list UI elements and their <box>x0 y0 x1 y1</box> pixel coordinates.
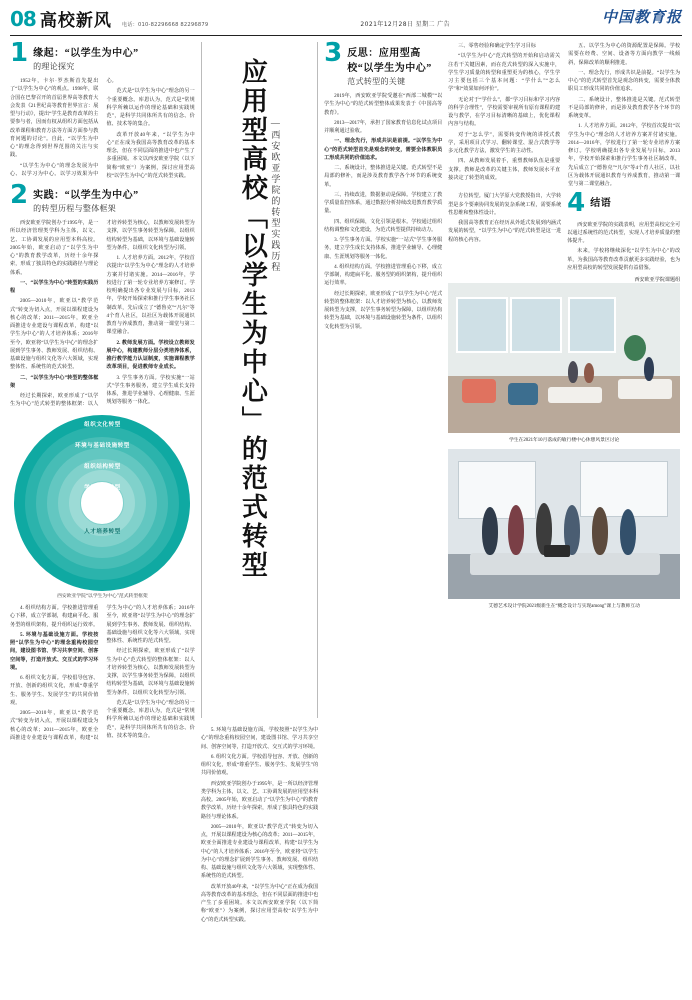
right-column-1 <box>324 38 443 994</box>
paper-name: 中国教育报 <box>601 8 682 26</box>
section3-text-cont <box>448 42 680 188</box>
ring-label-6: 人才培养转型 <box>84 528 121 535</box>
paragraph: 方位转型。厦门大学原大党教授指出，大学转型是多个要素协同发展的复杂系统工程，需要系统性思维和整体性设计。 <box>448 193 562 216</box>
right-column-2 <box>448 42 680 994</box>
section-heading-3 <box>324 38 442 87</box>
paragraph: 经过长期探索，欧亚形成了“以学生为中心”范式转型的整体框架：以人才培养转型为核心，以教师发展转型为支撑，以学生事务转型为保障，以组织结构转型为基础，以环境与基础设施转型为条件，以组织文化转型为引领。 <box>106 648 195 696</box>
section-heading-1 <box>10 38 195 72</box>
headline-sub: —西安欧亚学院的转型实践历程 <box>270 118 281 273</box>
paragraph: 经过长期探索，欧亚形成了“以学生为中心”范式转型的整体框架：以人才培养转型为核心，以教师发展转型为支撑，以学生事务转型为保障，以组织结构转型为基础，以环境与基础设施转型为条件，以组织文化转型为引领。 <box>324 290 443 330</box>
paragraph: 5. 环境与基础设施方面。学校按照“以学生为中心”的理念重构校园空间，建设图书馆、学习共享空间、创客空间等，打造开放式、交互式的学习环境。 <box>200 727 319 750</box>
section-heading-4 <box>567 188 680 219</box>
paragraph: 四、从教师发展着手，重塑教师队伍是重要支撑。教师是改革的关键主体，教师发展水平直接决定了转型的成效。 <box>448 158 561 181</box>
paragraph: 1. 人才培养方面。2012年，学校首次提出“以学生为中心”理念的人才培养方案并付诸实施。2014—2016年，学校进行了第一轮专业培养方案修订。学校明确提出各专业发展与目标，2013年，学校开始探索和推行学生事务社区制改革，先后成立了“德鲁克”“凡尔”等4个育人社区，以社区为载体开展通识教育与养成教育，推动第一课堂与第二课堂融合。 <box>568 123 681 187</box>
paragraph: 3. 学生事务方面。学校实施“一站式”学生事务服务，建立学生成长支持体系，推进学业辅导、心理健康、生涯规划等服务一体化。 <box>324 237 443 260</box>
paragraph: 五、以学生为中心的资源配置是保障。学校需要在经费、空间、设备等方面向教学一线倾斜，保障改革的顺利推进。 <box>568 43 681 66</box>
article-signature: 西安欧亚学院课题组 <box>634 277 681 284</box>
section2-text-cont <box>10 604 195 742</box>
conclusion-text <box>567 221 680 273</box>
ring-label-2: 环境与基础设施转型 <box>75 442 130 449</box>
paragraph: 三、零售经验和确定学生学习目标 <box>458 43 537 49</box>
headline-main: 应用型高校「以学生为中心」的范式转型 <box>237 58 268 580</box>
ring-label-5: 教师发展转型 <box>84 505 121 512</box>
center-text <box>201 726 318 924</box>
donut-diagram <box>14 415 190 591</box>
section2-text <box>10 219 195 409</box>
paragraph: 经过长期探索，欧亚形成了“以学生为中心”范式转型的整体框架：以人才培养转型为核心，以教师发展转型为支撑，以学生事务转型为保障，以组织结构转型为基础，以环境与基础设施转型为条件，以组织文化转型为引领。 <box>10 220 195 408</box>
section-subtitle-3: 范式转型的关键 <box>347 77 406 86</box>
section-heading-2 <box>10 180 195 214</box>
paragraph-subhead: 2. 教师发展方面。学校设立教师发展中心，构建教师分层分类培养体系，推行教学能力认证制度，实施课程教学改革项目，促进教师专业成长。 <box>106 339 195 371</box>
paragraph: 改革开放40年来，“以学生为中心”正在成为我国高等教育改革的基本理念，但在不同层面的推进中也产生了多重困境。本文以西安欧亚学院（以下简称“欧亚”）为案例，探讨应用型高校“以学生为中心”的范式转型实践。 <box>200 883 319 923</box>
page-body <box>10 38 682 994</box>
headline-block <box>201 42 318 718</box>
center-column <box>201 42 318 994</box>
transformation-framework-figure <box>10 415 195 601</box>
photo-scene <box>448 449 680 599</box>
paragraph: 西安欧亚学院创办于1995年，是一所以经济管理类学科为主体，以文、艺、工协调发展的应用型本科高校。2005年始，欧亚启动了“以学生为中心”的教育教学改革，历经十余年探索，形成了独具特色的实践路径与理论体系。 <box>10 220 99 276</box>
right-block <box>324 38 682 994</box>
paragraph-subhead: 二、“以学生为中心”转型的整体框架 <box>10 374 99 389</box>
section-title-3: 反思：应用型高校“以学生为中心” <box>347 48 432 74</box>
section1-text <box>10 77 195 180</box>
paragraph: 二、系统设计，整体推进是关键。范式转型不是局部的修补，而是涉及教育教学各个环节的系统变革。 <box>568 96 681 119</box>
masthead-left <box>10 6 208 31</box>
paragraph: 2005—2010年，欧亚以“教学范式”转变为切入点，开展以课程建设为核心的改革；2011—2015年，欧亚全面推进专业建设与课程改革，构建“以学生为中心”的人才培养体系；2016年至今，欧亚将“以学生为中心”的理念扩展到学生事务、教师发展、组织结构、基础设施与组织文化等六大领域，实现整体性、系统性的范式转型。 <box>10 605 195 741</box>
section-number-3: 3 <box>324 38 343 68</box>
paragraph: 范式是“以学生为中心”理念的另一个重要概念。库恩认为，范式是“常规科学所赖以运作的理论基础和实践规范”，是科学共同体所共有的信念、价值、技术等的集合。 <box>106 88 195 128</box>
photo-caption-1: 学生在2021年10月落成的敏行楼中心休憩风景区讨论 <box>509 438 620 444</box>
section-title-1: 缘起：“以学生为中心” <box>33 48 139 59</box>
photo-caption-2: 艾德艺术设计学院2021级新生在“概念设计与实现among”课上与教师互动 <box>488 604 640 610</box>
section-subtitle-1: 的理论探究 <box>33 62 75 71</box>
paragraph: 1952年，卡尔·罗杰斯首先提出了“以学生为中心”的观点。1998年，联合国在巴黎召开的首届世界高等教育大会发表《21世纪高等教育世界宣言：展望与行动》，提出“学生是教育改革的主要参与者，因而有权从组织方面包括从改革课程和教育方法等方面方面参与教育问题的讨论”。自此，“以学生为中心”的理念得到世界范围的关注与实践。 <box>10 78 99 159</box>
section-number-4: 4 <box>567 188 586 219</box>
section-subtitle-2: 的转型历程与整体框架 <box>33 204 117 213</box>
paragraph: 一、理念先行，形成共识是前提。“以学生为中心”的范式转型首先是观念的转变，需要全体教职员工形成共同的价值追求。 <box>568 69 681 93</box>
section-number-2: 2 <box>10 180 29 210</box>
photo-lounge <box>448 283 680 433</box>
paragraph: “以学生为中心”的理念发展为中心、以学习为中心。以学习效果为中心。 <box>10 78 117 177</box>
section-title: 高校新风 <box>39 11 112 31</box>
paragraph: 范式是“以学生为中心”理念的另一个重要概念。库恩认为，范式是“常规科学所赖以运作的理论基础和实践规范”，是科学共同体所共有的信念、价值、技术等的集合。 <box>106 699 195 739</box>
paragraph: 对于“怎么学”，需要转变传统的讲授式教学，采用项目式学习、翻转课堂、混合式教学等多元化教学方法，激发学生的主动性。 <box>448 131 561 154</box>
paragraph: 6. 组织文化方面。学校倡导包容、开放、创新的组织文化，形成“尊重学生、服务学生、发展学生”的共同价值观。 <box>200 753 319 777</box>
paragraph: 2005—2010年，欧亚以“教学范式”转变为切入点，开展以课程建设为核心的改革；2011—2015年，欧亚全面推进专业建设与课程改革，构建“以学生为中心”的人才培养体系；2016年至今，欧亚将“以学生为中心”的理念扩展到学生事务、教师发展、组织结构、基础设施与组织文化等六大领域，实现整体性、系统性的范式转型。 <box>10 298 99 371</box>
contact-info: 电话：010-82296668 82296879 <box>121 22 209 28</box>
section3-text <box>324 92 442 331</box>
photo-scene <box>448 283 680 433</box>
paragraph-subhead: 一、“以学生为中心”转型的实践历程 <box>10 279 99 294</box>
section-title-2: 实践：“以学生为中心” <box>33 190 139 201</box>
masthead <box>10 6 682 36</box>
paragraph: “以学生为中心”范式转型的开始和启动需关注若干关键因素，而在范式转型的深入实施中，学生学习质量的转型和重塑更为的核心，学生学习主要包括三个基本问题：“学什么”“怎么学”和“效果如何评价”。 <box>448 53 561 93</box>
section-number-1: 1 <box>10 38 29 68</box>
paragraph: 未来，学校将继续深化“以学生为中心”的改革，为我国高等教育改革贡献更多实践经验，也为应用型高校的转型发展提供有益借鉴。 <box>567 248 681 271</box>
paragraph: 西安欧亚学院的实践表明，应用型高校完全可以通过系统性的范式转型，实现人才培养质量的整体提升。 <box>567 221 681 245</box>
paragraph: 西安欧亚学院创办于1995年，是一所以经济管理类学科为主体，以文、艺、工协调发展的应用型本科高校。2005年始，欧亚启动了“以学生为中心”的教育教学改革，历经十余年探索，形成了独具特色的实践路径与理论体系。 <box>200 780 319 820</box>
paragraph-subhead: 5. 环境与基础设施方面。学校按照“以学生为中心”的理念重构校园空间，建设图书馆、学习共享空间、创客空间等，打造开放式、交互式的学习环境。 <box>10 631 99 671</box>
paragraph: 2005—2010年，欧亚以“教学范式”转变为切入点，开展以课程建设为核心的改革；2011—2015年，欧亚全面推进专业建设与课程改革，构建“以学生为中心”的人才培养体系；2016年至今，欧亚将“以学生为中心”的理念扩展到学生事务、教师发展、组织结构、基础设施与组织文化等六大领域，实现整体性、系统性的范式转型。 <box>200 823 319 880</box>
paragraph: 三、持续改进，数据驱动是保障。学校建立了教学质量监控体系，通过数据分析持续改进教育教学质量。 <box>324 191 443 215</box>
section-title-4: 结语 <box>590 198 612 210</box>
figure-caption: 西安欧亚学院“以学生为中心”范式转型框架 <box>57 593 148 599</box>
page-number: 08 <box>10 7 36 31</box>
paragraph: 2013—2017年，承担了国家教育信息化试点项目并顺利通过验收。 <box>324 119 443 134</box>
photo-classroom <box>448 449 680 599</box>
paragraph: 我国高等教育正在经历从外延式发展到内涵式发展的转型，“以学生为中心”的范式转型是这一进程的核心内容。 <box>448 220 562 243</box>
ring-label-1: 组织文化转型 <box>84 421 121 428</box>
paragraph: 6. 组织文化方面。学校倡导包容、开放、创新的组织文化，形成“尊重学生、服务学生、发展学生”的共同价值观。 <box>10 675 99 706</box>
issue-date: 2021年12月28日 星期二 广告 <box>360 21 450 28</box>
paragraph: 改革开放40年来，“以学生为中心”正在成为我国高等教育改革的基本理念，但在不同层面的推进中也产生了多重困境。本文以西安欧亚学院（以下简称“欧亚”）为案例，探讨应用型高校“以学生为中心”的范式转型实践。 <box>106 131 195 179</box>
conclusion-left-text <box>448 192 561 244</box>
paragraph: 四、组织保障，文化引领是根本。学校通过组织结构调整和文化建设，为范式转型提供持续动力。 <box>324 218 443 233</box>
paragraph: 3. 学生事务方面。学校实施“一站式”学生事务服务，建立学生成长支持体系，推进学业辅导、心理健康、生涯规划等服务一体化。 <box>106 374 195 406</box>
ring-label-3: 组织结构转型 <box>84 463 121 470</box>
paragraph: 无论对于“学什么”，都“学习目标和学习内容的科学合理性”，学校需要审视所有原有课程的建设与教学，在学习目标清晰的基础上，优化课程内容与结构。 <box>448 96 561 128</box>
paragraph: 1. 人才培养方面。2012年，学校首次提出“以学生为中心”理念的人才培养方案并付诸实施。2014—2016年，学校进行了第一轮专业培养方案修订。学校明确提出各专业发展与目标，2013年，学校开始探索和推行学生事务社区制改革，先后成立了“德鲁克”“凡尔”等4个育人社区，以社区为载体开展通识教育与养成教育，推动第一课堂与第二课堂融合。 <box>106 255 195 336</box>
paragraph-subhead: 一、理念先行，形成共识是前提。“以学生为中心”的范式转型首先是观念的转变，需要全体教职员工形成共同的价值追求。 <box>324 138 443 161</box>
paragraph: 2019年，西安欧亚学院受邀在“西部二城模”“以学生为中心”的范式转型整体成果发表于《中国高等教育》。 <box>324 93 443 116</box>
paragraph: 二、系统设计，整体推进是关键。范式转型不是局部的修补，而是涉及教育教学各个环节的系统变革。 <box>324 165 443 188</box>
ring-label-4: 学生事务转型 <box>84 484 121 491</box>
paragraph: 4. 组织结构方面。学校推进管理重心下移，成立学部制，构建扁平化、服务型的组织架构，提升组织运行效率。 <box>324 263 443 287</box>
paragraph: 4. 组织结构方面。学校推进管理重心下移，成立学部制，构建扁平化、服务型的组织架构，提升组织运行效率。 <box>10 605 99 628</box>
left-column <box>10 38 195 994</box>
